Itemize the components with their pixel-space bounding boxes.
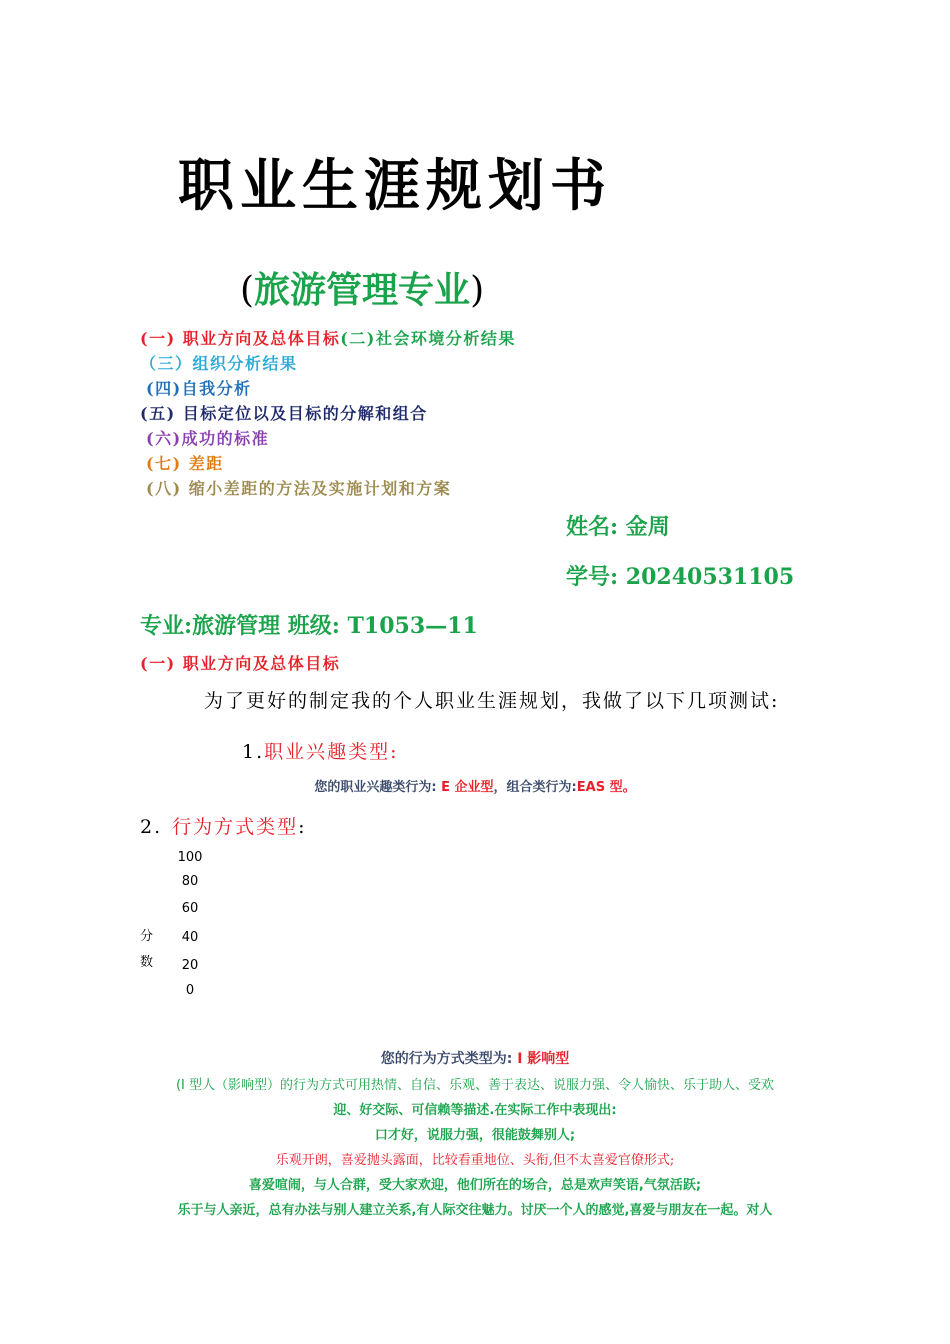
page-subtitle — [240, 262, 484, 313]
test2-colon: : — [298, 816, 307, 838]
behavior-line-3: 口才好，说服力强，很能鼓舞别人; — [374, 1128, 576, 1143]
intro-paragraph: 为了更好的制定我的个人职业生涯规划，我做了以下几项测试: — [204, 690, 780, 712]
behavior-line-1-text: (I 型人（影响型）的行为方式可用热情、自信、乐观、善于表达、说服力强、令人愉快、乐于助人、受欢 — [175, 1078, 775, 1093]
behavior-result-type: I 影响型 — [517, 1051, 570, 1067]
behavior-line-2: 迎、好交际、可信赖等描述.在实际工作中表现出: — [333, 1103, 617, 1118]
behavior-line-4: 乐观开朗，喜爱抛头露面，比较看重地位、头衔,但不太喜爱官僚形式; — [275, 1153, 675, 1168]
y-axis-label: 分数 — [140, 929, 154, 970]
test2-title: 行为方式类型 — [172, 816, 299, 838]
test2-label — [140, 812, 307, 839]
test1-result-combo: EAS 型。 — [576, 780, 636, 795]
behavior-result — [0, 1048, 950, 1068]
section-heading: (一) 职业方向及总体目标 — [140, 654, 341, 673]
test1-number: 1. — [242, 741, 265, 763]
y-tick-40: 40 — [181, 930, 199, 945]
student-major-class: 专业:旅游管理 班级: T1053—11 — [140, 613, 478, 639]
student-name: 姓名: 金周 — [566, 514, 670, 540]
test1-result-mid: ，组合类行为: — [493, 780, 577, 795]
test2-number: 2. — [140, 816, 163, 838]
subtitle-open-paren: ( — [240, 270, 255, 311]
y-tick-0: 0 — [185, 983, 195, 998]
toc-item-6[interactable]: (六)成功的标准 — [146, 429, 270, 448]
y-tick-20: 20 — [181, 958, 199, 973]
test1-result-prefix: 您的职业兴趣类行为: — [314, 780, 442, 795]
subtitle-close-paren: ) — [470, 270, 485, 311]
toc-item-5[interactable]: (五) 目标定位以及目标的分解和组合 — [140, 404, 428, 423]
page-title: 职业生涯规划书 — [178, 154, 612, 219]
test1-label — [242, 737, 399, 764]
test1-result — [0, 776, 950, 795]
behavior-result-prefix: 您的行为方式类型为: — [380, 1051, 518, 1067]
y-tick-80: 80 — [181, 874, 199, 889]
toc-item-2[interactable]: (二)社会环境分析结果 — [340, 329, 516, 348]
behavior-line-5: 喜爱喧闹，与人合群，受大家欢迎，他们所在的场合，总是欢声笑语,气氛活跃; — [248, 1178, 702, 1193]
toc-line-1 — [140, 326, 516, 349]
y-tick-60: 60 — [181, 901, 199, 916]
toc-item-3[interactable]: （三）组织分析结果 — [140, 354, 298, 373]
test1-result-type: E 企业型 — [441, 780, 494, 795]
toc-item-1[interactable]: (一) 职业方向及总体目标 — [140, 329, 341, 348]
y-tick-100: 100 — [177, 850, 203, 865]
toc-item-7[interactable]: (七) 差距 — [146, 454, 224, 473]
subtitle-text: 旅游管理专业 — [254, 269, 471, 311]
test1-title: 职业兴趣类型: — [264, 741, 399, 763]
behavior-line-1 — [0, 1074, 950, 1093]
toc-item-8[interactable]: (八) 缩小差距的方法及实施计划和方案 — [146, 479, 452, 498]
toc-item-4[interactable]: (四)自我分析 — [146, 379, 252, 398]
student-id: 学号: 20240531105 — [566, 564, 795, 590]
behavior-line-6: 乐于与人亲近，总有办法与别人建立关系,有人际交往魅力。讨厌一个人的感觉,喜爱与朋友在一起。对人 — [177, 1203, 773, 1218]
